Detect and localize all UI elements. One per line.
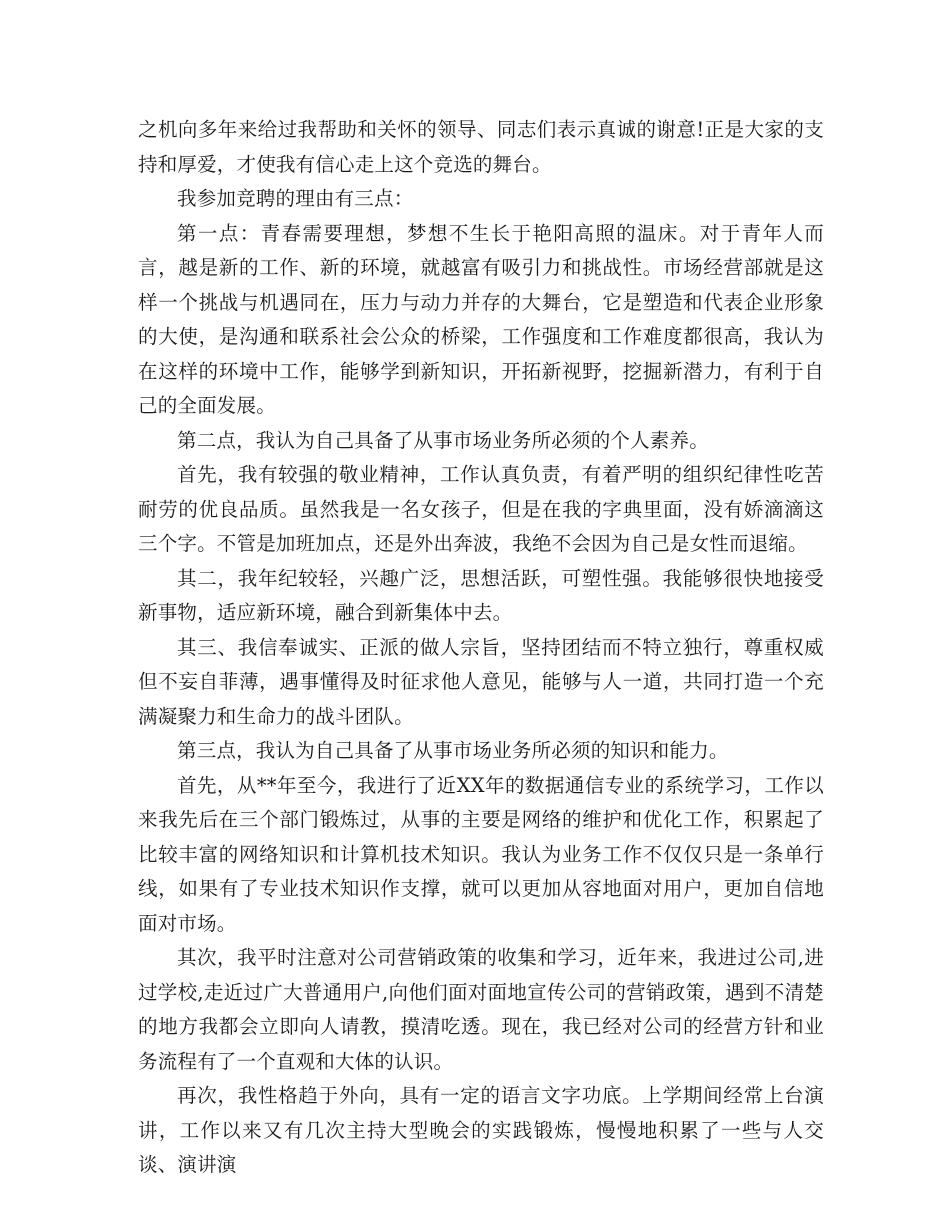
paragraph: 之机向多年来给过我帮助和关怀的领导、同志们表示真诚的谢意!正是大家的支持和厚爱，才使我有信心走上这个竞选的舞台。 [138, 118, 824, 176]
paragraph: 再次，我性格趋于外向，具有一定的语言文字功底。上学期间经常上台演讲，工作以来又有几次主持大型晚会的实践锻炼，慢慢地积累了一些与人交谈、演讲演 [138, 1084, 824, 1176]
paragraph: 其次，我平时注意对公司营销政策的收集和学习，近年来，我进过公司,进过学校,走近过广大普通用户,向他们面对面地宣传公司的营销政策，遇到不清楚的地方我都会立即向人请教，摸清吃透。现在，我已经对公司的经营方针和业务流程有了一个直观和大体的认识。 [138, 946, 824, 1073]
paragraph: 第二点，我认为自己具备了从事市场业务所必须的个人素养。 [177, 428, 709, 452]
paragraph: 首先，我有较强的敬业精神，工作认真负责，有着严明的组织纪律性吃苦耐劳的优良品质。虽然我是一名女孩子，但是在我的字典里面，没有娇滴滴这三个字。不管是加班加点，还是外出奔波，我绝不会因为自己是女性而退缩。 [138, 463, 824, 555]
paragraph: 第三点，我认为自己具备了从事市场业务所必须的知识和能力。 [177, 739, 729, 762]
paragraph: 首先，从**年至今，我进行了近XX年的数据通信专业的系统学习，工作以来我先后在三个部门锻炼过，从事的主要是网络的维护和优化工作，积累起了比较丰富的网络知识和计算机技术知识。我认为业务工作不仅仅只是一条单行线，如果有了专业技术知识作支撑，就可以更加从容地面对用户，更加自信地面对市场。 [138, 773, 824, 935]
paragraph: 其二，我年纪较轻，兴趣广泛，思想活跃，可塑性强。我能够很快地接受新事物，适应新环境，融合到新集体中去。 [138, 566, 824, 624]
paragraph: 我参加竞聘的理由有三点： [177, 187, 414, 210]
document-body [138, 113, 824, 1183]
paragraph: 第一点：青春需要理想，梦想不生长于艳阳高照的温床。对于青年人而言，越是新的工作、新的环境，就越富有吸引力和挑战性。市场经营部就是这样一个挑战与机遇同在，压力与动力并存的大舞台，它是塑造和代表企业形象的大使，是沟通和联系社会公众的桥梁，工作强度和工作难度都很高，我认为在这样的环境中工作，能够学到新知识，开拓新视野，挖掘新潜力，有利于自己的全面发展。 [138, 221, 824, 417]
paragraph: 其三、我信奉诚实、正派的做人宗旨，坚持团结而不特立独行，尊重权威但不妄自菲薄，遇事懂得及时征求他人意见，能够与人一道，共同打造一个充满凝聚力和生命力的战斗团队。 [138, 635, 824, 728]
